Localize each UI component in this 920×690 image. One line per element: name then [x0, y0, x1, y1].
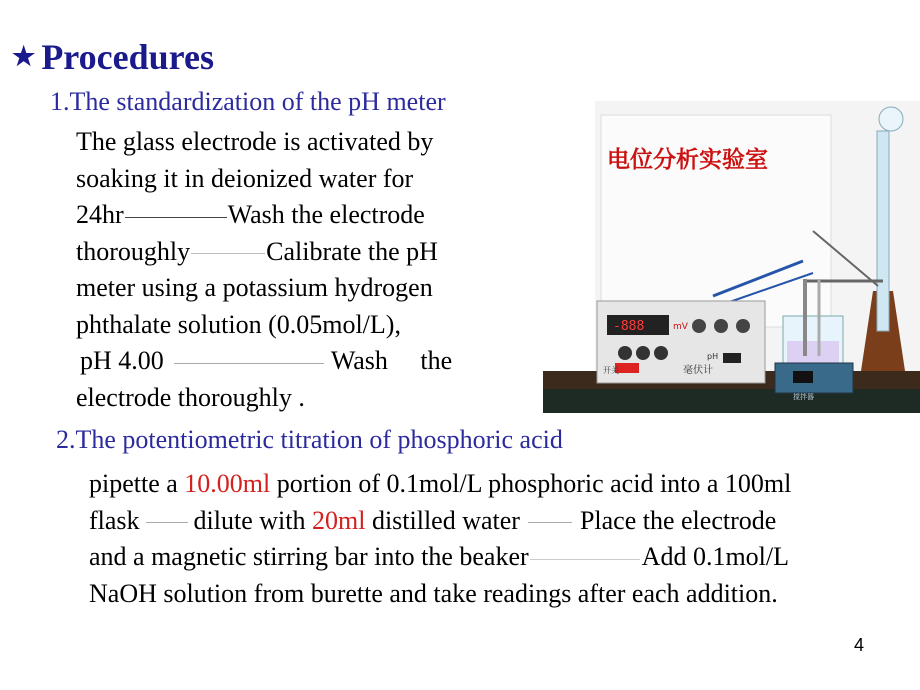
volume-highlight: 10.00ml	[184, 469, 271, 498]
section1-heading: 1.The standardization of the pH meter	[50, 87, 446, 116]
s2-line: NaOH solution from burette and take readings after each addition.	[89, 578, 778, 608]
magnetic-stirrer	[775, 363, 853, 393]
s1-line: 24hr Wash the electrode	[76, 200, 425, 229]
arrow-connector	[174, 363, 324, 364]
arrow-connector	[146, 522, 188, 523]
section2-body	[89, 466, 915, 612]
svg-text:-888: -888	[613, 319, 645, 334]
burette	[877, 131, 889, 331]
burette-bulb	[879, 107, 903, 131]
arrow-connector	[530, 559, 640, 560]
arrow-connector	[191, 253, 265, 254]
arrow-connector	[528, 522, 572, 523]
lab-sign-text: 电位分析实验室	[607, 147, 768, 173]
s1-line: thoroughly Calibrate the pH	[76, 236, 438, 266]
svg-text:毫伏计: 毫伏计	[683, 365, 713, 376]
svg-text:mV: mV	[673, 322, 688, 332]
section1-body	[76, 124, 496, 416]
s1-line: meter using a potassium hydrogen	[76, 273, 433, 302]
title-text: Procedures	[41, 37, 214, 77]
s1-line: soaking it in deionized water for	[76, 163, 414, 193]
section2-heading: 2.The potentiometric titration of phosphoric acid	[56, 425, 563, 454]
s1-line: The glass electrode is activated by	[76, 127, 434, 156]
solution	[787, 341, 839, 365]
star-icon: ★	[12, 42, 36, 71]
arrow-connector	[125, 217, 227, 218]
lab-equipment-image	[543, 101, 920, 413]
page-number: 4	[853, 635, 864, 655]
s1-line: phthalate solution (0.05mol/L),	[76, 309, 401, 339]
s1-line: pH 4.00 Wash the	[80, 346, 453, 375]
svg-text:搅拌器: 搅拌器	[793, 393, 814, 401]
s1-line: electrode thoroughly .	[76, 382, 305, 412]
svg-text:pH: pH	[707, 352, 719, 361]
slide-title	[12, 36, 214, 78]
s2-line: flask dilute with 20ml distilled water Place the electrode	[89, 505, 777, 535]
s2-line: and a magnetic stirring bar into the beaker Add 0.1mol/L	[89, 542, 790, 571]
s2-line: pipette a 10.00ml portion of 0.1mol/L phosphoric acid into a 100ml	[89, 469, 792, 498]
svg-text:开关: 开关	[603, 366, 619, 375]
volume-highlight: 20ml	[311, 505, 366, 535]
